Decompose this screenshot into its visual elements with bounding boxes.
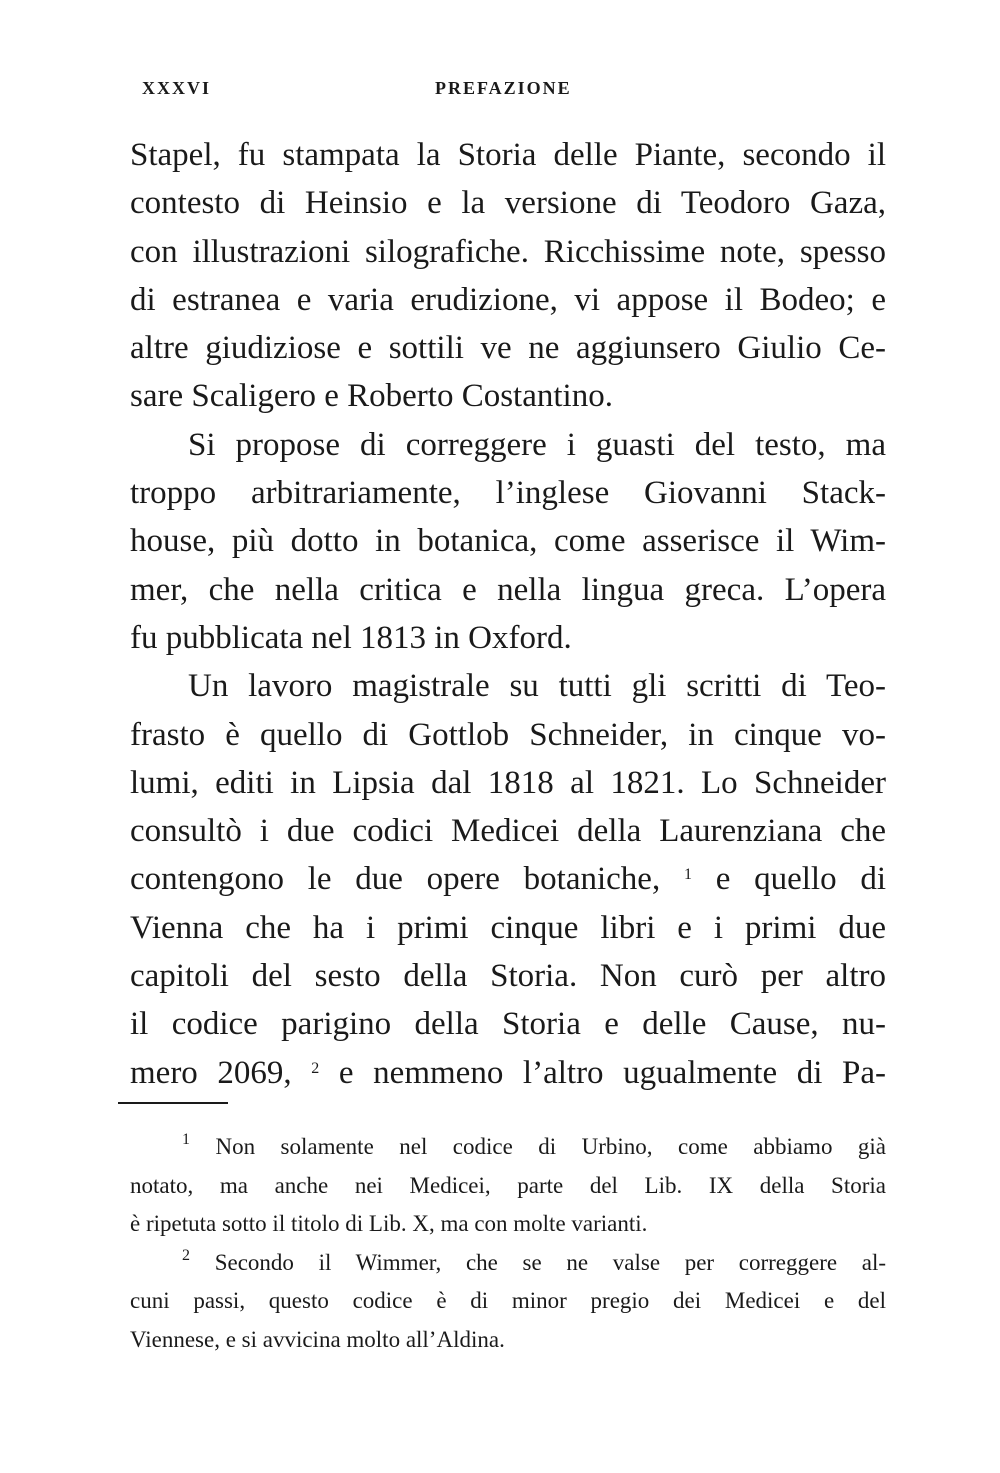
body-line-text: troppo arbitrariamente, l’inglese Giovanni Stack- xyxy=(130,475,886,512)
body-line xyxy=(130,566,886,614)
body-line-text: contesto di Heinsio e la versione di Teodoro Gaza, xyxy=(130,185,886,222)
footnote-rule xyxy=(118,1102,228,1104)
body-line xyxy=(130,855,886,903)
body-line-text: Vienna che ha i primi cinque libri e i primi due xyxy=(130,909,886,946)
body-line-text: mer, che nella critica e nella lingua greca. L’opera xyxy=(130,571,886,608)
body-text xyxy=(130,131,886,1097)
footnote-line-text: Secondo il Wimmer, che se ne valse per correggere al- xyxy=(214,1249,886,1275)
body-line xyxy=(130,421,886,469)
body-line-text: lumi, editi in Lipsia dal 1818 al 1821. Lo Schneider xyxy=(130,764,886,801)
body-line xyxy=(130,904,886,952)
body-line-text: con illustrazioni silografiche. Ricchissime note, spesso xyxy=(130,233,886,270)
body-line xyxy=(130,1049,886,1097)
body-line-text: di estranea e varia erudizione, vi appose il Bodeo; e xyxy=(130,281,886,318)
body-line xyxy=(130,324,886,372)
footnote-line-text: è ripetuta sotto il titolo di Lib. X, ma con molte varianti. xyxy=(130,1211,648,1236)
footnote-line-text: cuni passi, questo codice è di minor pregio dei Medicei e del xyxy=(130,1288,886,1313)
body-line-text: frasto è quello di Gottlob Schneider, in cinque vo- xyxy=(130,716,886,753)
footnote-marker: 2 xyxy=(182,1246,190,1264)
footnote-line-text: Viennese, e si avvicina molto all’Aldina. xyxy=(130,1326,505,1352)
body-line-text: house, più dotto in botanica, come asserisce il Wim- xyxy=(130,523,886,560)
body-line xyxy=(130,131,886,179)
body-line-text: Si propose di correggere i guasti del testo, ma xyxy=(188,426,886,463)
footnote-line xyxy=(130,1282,886,1321)
body-line xyxy=(130,807,886,855)
body-line xyxy=(130,469,886,517)
page-number: XXXVI xyxy=(142,78,212,98)
body-line xyxy=(130,662,886,710)
footnotes xyxy=(130,1128,886,1359)
body-line-text: mero 2069, xyxy=(130,1054,292,1091)
header-title: PREFAZIONE xyxy=(435,78,572,98)
body-line-text-continued: e quello di xyxy=(715,861,886,898)
footnote-line xyxy=(130,1128,886,1167)
body-line-text: il codice parigino della Storia e delle Cause, nu- xyxy=(130,1006,886,1043)
footnote-line-text: notato, ma anche nei Medicei, parte del Lib. IX della Storia xyxy=(130,1172,886,1198)
body-line xyxy=(130,228,886,276)
body-line-text-continued: e nemmeno l’altro ugualmente di Pa- xyxy=(338,1054,886,1091)
body-line-text: sare Scaligero e Roberto Costantino. xyxy=(130,378,613,415)
body-line xyxy=(130,711,886,759)
body-line xyxy=(130,179,886,227)
footnote-line xyxy=(130,1244,886,1283)
body-line xyxy=(130,759,886,807)
running-head xyxy=(142,78,870,108)
footnote-line xyxy=(130,1167,886,1206)
body-line-text: fu pubblicata nel 1813 in Oxford. xyxy=(130,619,572,656)
footnote-line-text: Non solamente nel codice di Urbino, come abbiamo già xyxy=(215,1134,886,1159)
body-line xyxy=(130,1000,886,1048)
body-line-text: contengono le due opere botaniche, xyxy=(130,861,661,898)
body-line xyxy=(130,517,886,565)
footnote-reference[interactable]: 1 xyxy=(683,866,692,884)
body-line-text: Un lavoro magistrale su tutti gli scritti di Teo- xyxy=(188,668,886,705)
footnote-reference[interactable]: 2 xyxy=(311,1059,320,1077)
body-line xyxy=(130,276,886,324)
footnote-line xyxy=(130,1321,886,1360)
body-line xyxy=(130,614,886,662)
footnote-line xyxy=(130,1205,886,1244)
body-line-text: altre giudiziose e sottili ve ne aggiunsero Giulio Ce- xyxy=(130,330,886,367)
body-line-text: consultò i due codici Medicei della Laurenziana che xyxy=(130,813,886,850)
body-line-text: capitoli del sesto della Storia. Non curò per altro xyxy=(130,958,886,995)
body-line xyxy=(130,952,886,1000)
body-line xyxy=(130,372,886,420)
footnote-marker: 1 xyxy=(182,1131,190,1148)
body-line-text: Stapel, fu stampata la Storia delle Piante, secondo il xyxy=(130,137,886,173)
